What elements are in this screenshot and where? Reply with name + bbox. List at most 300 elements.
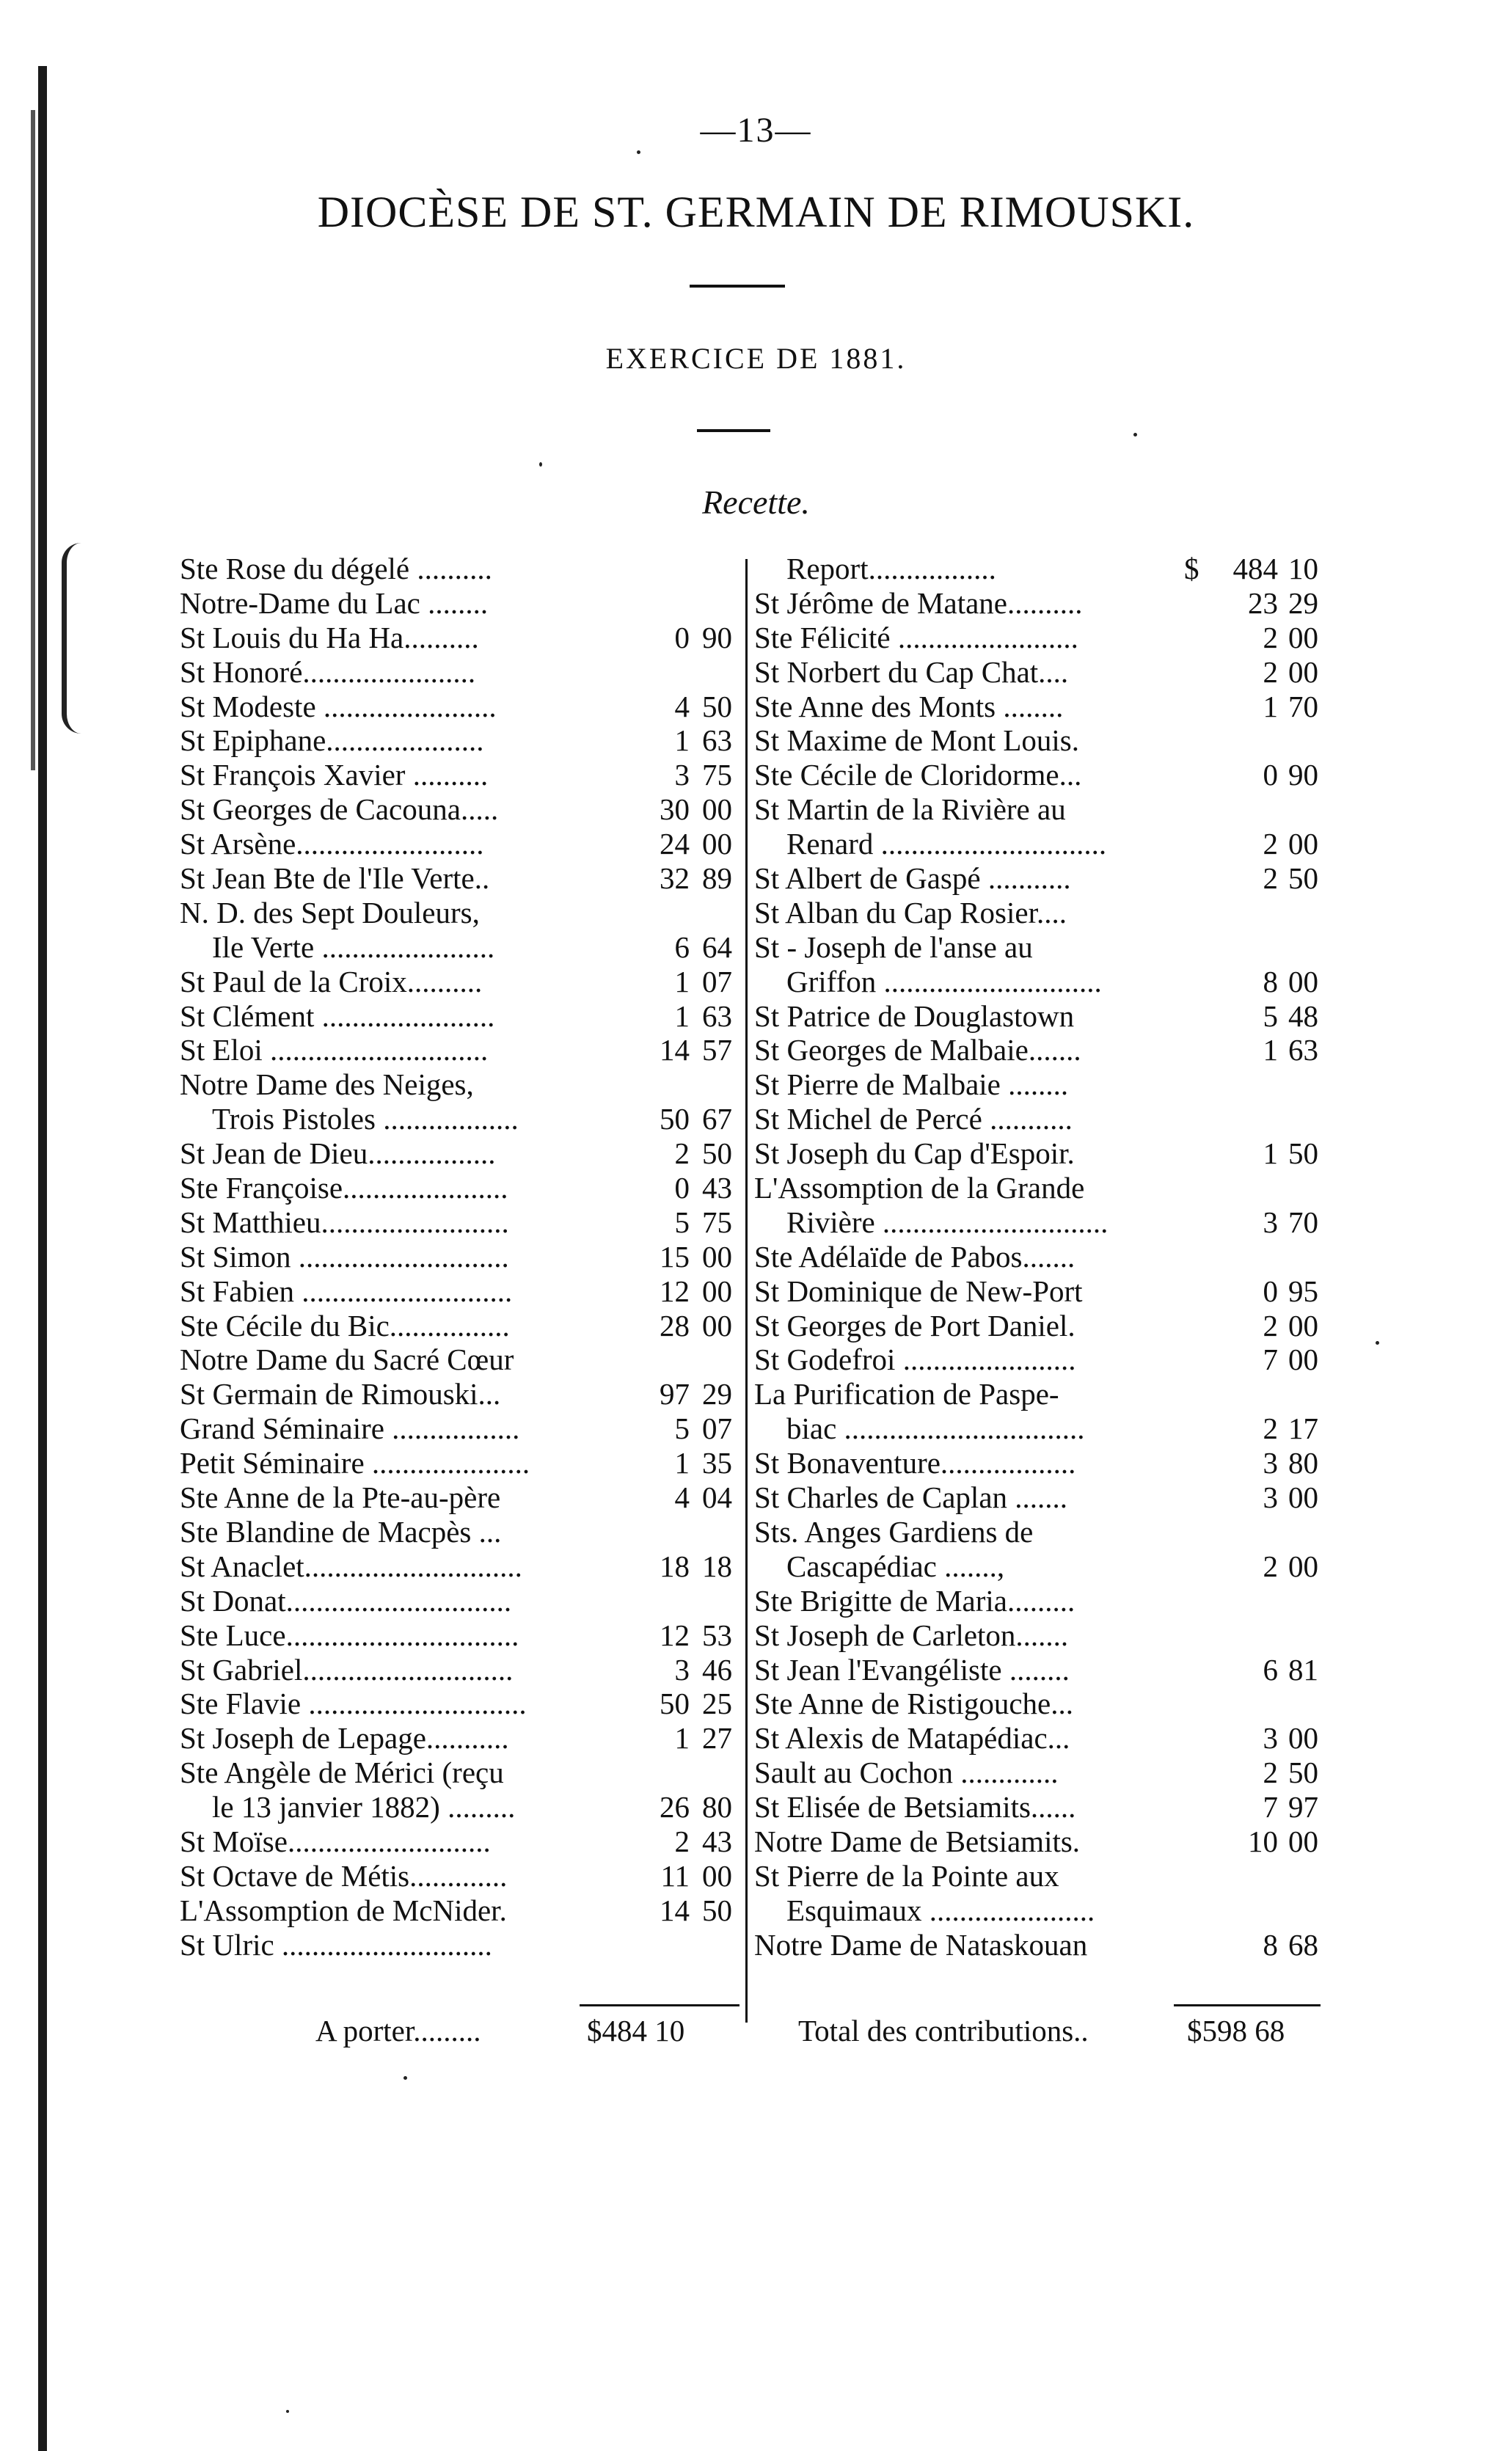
carry-forward-amount: $484 10 [587,2014,685,2048]
parish-name: St Germain de Rimouski... [180,1377,501,1411]
amount-dollars: 4 [674,689,690,723]
ledger-row [180,1756,745,1790]
ledger-row [754,792,1335,827]
ledger-row [180,655,745,690]
ledger-row [180,792,745,827]
amount-cents: 64 [702,929,732,964]
amount-dollars: 26 [660,1790,690,1824]
ledger-row [180,1136,745,1171]
ledger-row [754,896,1335,930]
parish-name: Griffon ............................. [786,964,1102,998]
amount-dollars: 484 [1232,552,1278,585]
parish-name: St Arsène......................... [180,827,484,861]
amount-cents: 29 [702,1377,732,1411]
parish-name: St Bonaventure.................. [754,1446,1076,1480]
ledger-row [754,1309,1335,1343]
parish-name: St Charles de Caplan ....... [754,1480,1068,1515]
amount-cents: 00 [1288,620,1318,654]
parish-name: Sault au Cochon ............. [754,1756,1059,1790]
amount-dollars: 2 [1263,827,1278,861]
amount-cents: 00 [1288,1480,1318,1515]
ledger-row [754,1240,1335,1274]
parish-name: Ste Françoise...................... [180,1171,508,1205]
ledger-row [180,1309,745,1343]
left-total-rule [580,2004,739,2006]
parish-name: Rivière .............................. [786,1205,1109,1239]
exercise-rule [697,429,770,432]
parish-name: L'Assomption de la Grande [754,1171,1085,1205]
ledger-row [754,1549,1335,1584]
parish-name: Report................. [786,552,996,585]
parish-name: St Donat.............................. [180,1583,512,1618]
ledger-row [180,896,745,930]
ledger-row [180,965,745,999]
ledger-row [754,1102,1335,1136]
page-edge-band [38,66,47,2451]
parish-name: La Purification de Paspe- [754,1377,1059,1411]
parish-name: Petit Séminaire ..................... [180,1446,530,1480]
print-speck [637,150,640,154]
parish-name: St Joseph de Carleton....... [754,1618,1069,1652]
carry-forward-label: A porter......... [315,2014,481,2048]
ledger-row [180,723,745,758]
currency-sign: $ [1184,552,1199,585]
amount-cents: 43 [702,1171,732,1205]
parish-name: St Matthieu......................... [180,1205,509,1239]
ledger-row [754,1067,1335,1102]
parish-name: Ste Félicité ........................ [754,620,1078,654]
parish-name: St Maxime de Mont Louis. [754,723,1080,758]
parish-name: Trois Pistoles .................. [212,1102,519,1136]
ledger-row [754,1411,1335,1446]
parish-name: St Joseph du Cap d'Espoir. [754,1136,1075,1171]
amount-cents: 89 [702,861,732,896]
amount-dollars: 14 [660,1033,690,1067]
amount-dollars: 2 [1263,654,1278,689]
amount-cents: 29 [1288,585,1318,620]
print-speck [403,2076,407,2080]
parish-name: Ste Cécile de Cloridorme... [754,758,1082,792]
parish-name: Notre Dame des Neiges, [180,1067,474,1102]
parish-name: St Jean Bte de l'Ile Verte.. [180,861,490,896]
ledger-row [180,930,745,965]
amount-cents: 27 [702,1721,732,1756]
amount-cents: 48 [1288,998,1318,1033]
amount-cents: 63 [702,998,732,1033]
amount-dollars: 4 [674,1480,690,1515]
amount-cents: 00 [1288,964,1318,998]
ledger-row [180,1721,745,1756]
amount-cents: 90 [702,620,732,654]
amount-dollars: 3 [674,1652,690,1687]
ledger-row [754,1515,1335,1549]
amount-cents: 00 [1288,1308,1318,1343]
column-divider [745,559,748,2023]
ledger-row [180,1102,745,1136]
amount-dollars: 28 [660,1308,690,1343]
parish-name: Ste Adélaïde de Pabos....... [754,1239,1075,1274]
amount-dollars: 2 [1263,1549,1278,1583]
parish-name: Ste Anne des Monts ........ [754,689,1064,723]
amount-dollars: 23 [1248,585,1278,620]
amount-dollars: 1 [674,723,690,758]
ledger-row [754,1343,1335,1377]
amount-dollars: 12 [660,1618,690,1652]
parish-name: Ste Cécile du Bic................ [180,1308,510,1343]
parish-name: St Honoré....................... [180,654,476,689]
parish-name: Renard .............................. [786,827,1107,861]
parish-name: St Eloi ............................. [180,1033,489,1067]
parish-name: Notre Dame de Betsiamits. [754,1824,1081,1858]
parish-name: Ste Anne de Ristigouche... [754,1687,1074,1721]
amount-cents: 70 [1288,689,1318,723]
parish-name: St Fabien ............................ [180,1274,513,1308]
ledger-row [754,586,1335,621]
amount-dollars: 50 [660,1102,690,1136]
ledger-row [180,1205,745,1240]
ledger-row [754,1824,1335,1859]
amount-dollars: 3 [674,758,690,792]
amount-cents: 25 [702,1687,732,1721]
ledger-row [754,1859,1335,1893]
ledger-row [180,1653,745,1687]
ledger-row [754,930,1335,965]
amount-cents: 00 [1288,1343,1318,1377]
amount-dollars: 12 [660,1274,690,1308]
parish-name: Ste Luce............................... [180,1618,519,1652]
ledger-row [754,1618,1335,1653]
amount-cents: 00 [1288,1549,1318,1583]
amount-cents: 10 [1288,552,1318,585]
amount-dollars: 1 [674,1721,690,1756]
parish-name: St Epiphane..................... [180,723,484,758]
amount-dollars: 1 [1263,689,1278,723]
ledger-row [180,861,745,896]
ledger-row [180,690,745,724]
amount-dollars: 2 [1263,1756,1278,1790]
ledger-row [754,655,1335,690]
total-contributions-amount: $598 68 [1187,2014,1285,2048]
ledger-row [754,1274,1335,1309]
amount-dollars: 5 [1263,998,1278,1033]
parish-name: St Georges de Port Daniel. [754,1308,1075,1343]
parish-name: biac ................................ [786,1411,1085,1446]
ledger-row [180,1584,745,1618]
amount-dollars: 14 [660,1893,690,1927]
amount-cents: 50 [702,1893,732,1927]
parish-name: Ste Angèle de Mérici (reçu [180,1756,504,1790]
amount-cents: 80 [702,1790,732,1824]
print-speck [286,2410,289,2413]
parish-name: Ste Blandine de Macpès ... [180,1514,502,1549]
amount-dollars: 5 [674,1411,690,1446]
ledger-row [180,1480,745,1515]
parish-name: Ste Rose du dégelé .......... [180,552,492,585]
ledger-row [754,1756,1335,1790]
ledger-row [754,827,1335,861]
parish-name: Cascapédiac ......., [786,1549,1005,1583]
parish-name: St Modeste ....................... [180,689,497,723]
amount-dollars: 2 [1263,861,1278,896]
parish-name: St - Joseph de l'anse au [754,929,1033,964]
ledger-row [180,1067,745,1102]
amount-dollars: 0 [674,1171,690,1205]
ledger-row [180,1274,745,1309]
amount-cents: 35 [702,1446,732,1480]
ledger-row [180,1790,745,1824]
amount-cents: 46 [702,1652,732,1687]
ledger-row [180,1515,745,1549]
parish-name: St Louis du Ha Ha.......... [180,620,479,654]
ledger-row [180,1618,745,1653]
amount-cents: 50 [1288,1756,1318,1790]
ledger-row [754,965,1335,999]
amount-cents: 07 [702,964,732,998]
amount-dollars: 11 [660,1858,690,1893]
amount-dollars: 6 [1263,1652,1278,1687]
amount-cents: 18 [702,1549,732,1583]
ledger-row [180,758,745,792]
amount-cents: 90 [1288,758,1318,792]
ledger-row [180,1240,745,1274]
amount-cents: 00 [702,792,732,827]
ledger-row [754,1790,1335,1824]
parish-name: St Simon ............................ [180,1239,509,1274]
amount-cents: 00 [702,1308,732,1343]
parish-name: Ste Flavie ............................. [180,1687,527,1721]
ledger-row [180,827,745,861]
section-title: Recette. [702,483,810,521]
amount-cents: 68 [1288,1927,1318,1962]
amount-dollars: 2 [1263,1411,1278,1446]
right-total-rule [1174,2004,1321,2006]
amount-cents: 50 [1288,1136,1318,1171]
amount-dollars: 7 [1263,1343,1278,1377]
amount-dollars: 6 [674,929,690,964]
parish-name: St Georges de Malbaie....... [754,1033,1081,1067]
print-speck [539,462,542,467]
amount-cents: 00 [702,1274,732,1308]
ledger-row [754,723,1335,758]
ledger-row [180,621,745,655]
ledger-row [754,1480,1335,1515]
ledger-row [180,1928,745,1962]
parish-name: St Clément ....................... [180,998,495,1033]
diocese-title: DIOCÈSE DE ST. GERMAIN DE RIMOUSKI. [317,188,1195,236]
amount-dollars: 3 [1263,1480,1278,1515]
parish-name: St Alban du Cap Rosier.... [754,895,1067,929]
ledger-row [180,1411,745,1446]
ledger-row [754,1653,1335,1687]
ledger-row [754,999,1335,1034]
amount-cents: 97 [1288,1790,1318,1824]
amount-dollars: 7 [1263,1790,1278,1824]
parish-name: St François Xavier .......... [180,758,489,792]
ledger-row [180,1824,745,1859]
parish-name: St Gabriel............................ [180,1652,514,1687]
parish-name: Notre Dame de Nataskouan [754,1927,1088,1962]
amount-dollars: 1 [674,1446,690,1480]
amount-cents: 00 [1288,1721,1318,1756]
amount-dollars: 8 [1263,1927,1278,1962]
amount-cents: 95 [1288,1274,1318,1308]
ledger-row [754,861,1335,896]
parish-name: St Jean l'Evangéliste ........ [754,1652,1070,1687]
amount-cents: 00 [1288,1824,1318,1858]
ledger-row [180,999,745,1034]
amount-dollars: 15 [660,1239,690,1274]
amount-cents: 75 [702,758,732,792]
amount-dollars: 32 [660,861,690,896]
amount-cents: 67 [702,1102,732,1136]
parish-name: St Godefroi ....................... [754,1343,1076,1377]
amount-dollars: 3 [1263,1446,1278,1480]
amount-dollars: 1 [1263,1033,1278,1067]
amount-dollars: 2 [1263,1308,1278,1343]
ledger-row [754,1721,1335,1756]
ledger-row [754,621,1335,655]
amount-cents: 81 [1288,1652,1318,1687]
parish-name: St Joseph de Lepage........... [180,1721,509,1756]
ledger-row [754,690,1335,724]
amount-dollars: 5 [674,1205,690,1239]
parish-name: St Pierre de la Pointe aux [754,1858,1059,1893]
ledger-row [754,1136,1335,1171]
parish-name: le 13 janvier 1882) ......... [212,1790,516,1824]
amount-cents: 57 [702,1033,732,1067]
amount-dollars: 0 [1263,1274,1278,1308]
parish-name: Ste Brigitte de Maria......... [754,1583,1075,1618]
amount-dollars: 2 [1263,620,1278,654]
parish-name: Ste Anne de la Pte-au-père [180,1480,501,1515]
ledger-row [754,1584,1335,1618]
parish-name: St Georges de Cacouna..... [180,792,499,827]
ledger-row [180,1687,745,1721]
ledger-row [754,1446,1335,1480]
parish-name: St Jérôme de Matane.......... [754,585,1083,620]
ledger-row [180,1377,745,1411]
amount-cents: 00 [702,1858,732,1893]
ledger-row [180,1033,745,1067]
page-number: —13— [700,111,812,150]
ledger-row [754,1033,1335,1067]
ledger-row [180,1549,745,1584]
amount-cents: 63 [1288,1033,1318,1067]
amount-cents: 80 [1288,1446,1318,1480]
amount-dollars: 2 [674,1824,690,1858]
ledger-row [180,1171,745,1205]
parish-name: St Ulric ............................ [180,1927,492,1962]
amount-cents: 50 [702,689,732,723]
ledger-row [754,1377,1335,1411]
parish-name: St Norbert du Cap Chat.... [754,654,1069,689]
parish-name: L'Assomption de McNider. [180,1893,507,1927]
parish-name: St Elisée de Betsiamits...... [754,1790,1076,1824]
amount-dollars: 97 [660,1377,690,1411]
ledger-row [754,758,1335,792]
parish-name: Notre Dame du Sacré Cœur [180,1343,514,1377]
amount-cents: 04 [702,1480,732,1515]
amount-cents: 70 [1288,1205,1318,1239]
parish-name: Sts. Anges Gardiens de [754,1514,1034,1549]
parish-name: Grand Séminaire ................. [180,1411,520,1446]
ledger-row [754,1687,1335,1721]
amount-dollars: 0 [674,620,690,654]
parish-name: St Octave de Métis............. [180,1858,508,1893]
title-rule [690,285,785,288]
amount-dollars: 1 [674,998,690,1033]
parish-name: St Anaclet............................. [180,1549,522,1583]
ledger-row [754,1171,1335,1205]
amount-dollars: 10 [1248,1824,1278,1858]
amount-cents: 17 [1288,1411,1318,1446]
ledger-row [180,1343,745,1377]
ledger-row [180,552,745,586]
parish-name: St Martin de la Rivière au [754,792,1066,827]
ledger-row [180,586,745,621]
amount-dollars: 3 [1263,1721,1278,1756]
parish-name: Notre-Dame du Lac ........ [180,585,489,620]
parish-name: St Patrice de Douglastown [754,998,1075,1033]
amount-dollars: 2 [674,1136,690,1171]
parish-name: Esquimaux ...................... [786,1893,1095,1927]
page-edge-mark [62,543,81,734]
parish-name: N. D. des Sept Douleurs, [180,895,480,929]
amount-dollars: 24 [660,827,690,861]
amount-dollars: 8 [1263,964,1278,998]
total-contributions-label: Total des contributions.. [798,2014,1089,2048]
parish-name: St Paul de la Croix.......... [180,964,483,998]
amount-cents: 43 [702,1824,732,1858]
amount-cents: 00 [702,1239,732,1274]
amount-cents: 00 [1288,827,1318,861]
amount-dollars: 3 [1263,1205,1278,1239]
amount-cents: 63 [702,723,732,758]
parish-name: St Albert de Gaspé ........... [754,861,1071,896]
ledger-row [754,552,1335,586]
amount-dollars: 0 [1263,758,1278,792]
amount-cents: 75 [702,1205,732,1239]
parish-name: St Pierre de Malbaie ........ [754,1067,1069,1102]
amount-dollars: 1 [1263,1136,1278,1171]
page-edge-shadow [28,66,60,2451]
amount-dollars: 1 [674,964,690,998]
ledger-row [754,1205,1335,1240]
ledger-row [180,1859,745,1893]
amount-cents: 00 [702,827,732,861]
ledger-row [754,1893,1335,1928]
amount-cents: 00 [1288,654,1318,689]
left-column [180,552,745,1962]
amount-dollars: 50 [660,1687,690,1721]
parish-name: Ile Verte ....................... [212,929,495,964]
parish-name: St Jean de Dieu................. [180,1136,496,1171]
amount-cents: 50 [702,1136,732,1171]
print-speck [1376,1341,1379,1345]
amount-dollars: 30 [660,792,690,827]
right-column [754,552,1335,1962]
parish-name: St Dominique de New-Port [754,1274,1083,1308]
amount-cents: 07 [702,1411,732,1446]
exercise-label: EXERCICE DE 1881. [605,342,907,375]
ledger-row [754,1928,1335,1962]
parish-name: St Moïse........................... [180,1824,491,1858]
ledger-row [180,1893,745,1928]
parish-name: St Michel de Percé ........... [754,1102,1073,1136]
parish-name: St Alexis de Matapédiac... [754,1721,1070,1756]
amount-cents: 50 [1288,861,1318,896]
print-speck [1133,433,1137,436]
